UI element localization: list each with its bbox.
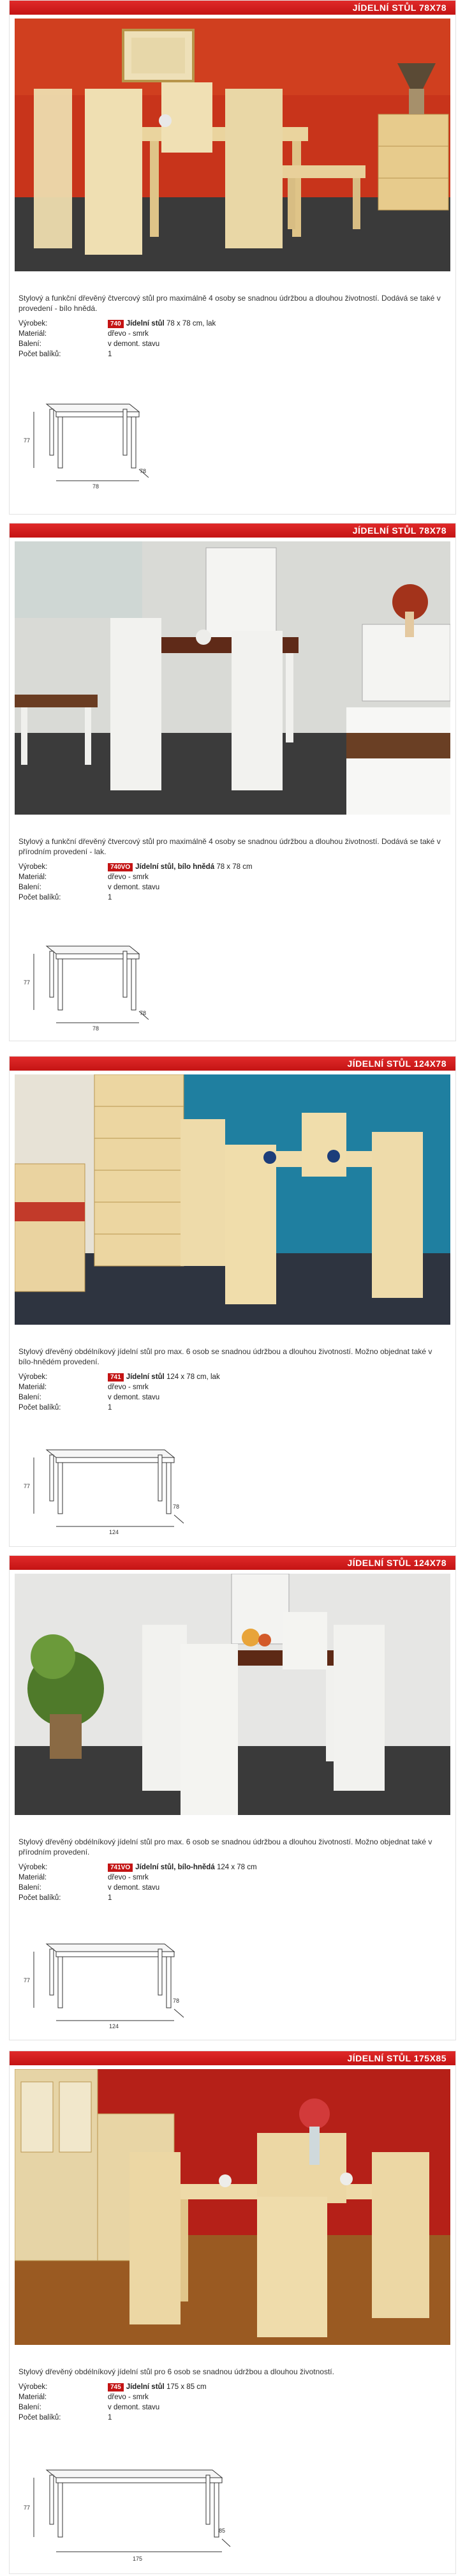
product-specs (18, 862, 447, 903)
product-title: JÍDELNÍ STŮL 175X85 (10, 2051, 455, 2065)
dim-height: 77 (24, 1977, 31, 1984)
product-card (9, 523, 456, 1041)
spec-value: dřevo - smrk (108, 1383, 149, 1391)
product-description: Stylový a funkční dřevěný čtvercový stůl pro maximálně 4 osoby se snadnou údržbou a dlouhou životností. Dodává se také v provedení - bílo hnědá. (18, 294, 441, 313)
product-code: 745 (108, 2383, 124, 2391)
product-photo (15, 1574, 450, 1815)
product-title: JÍDELNÍ STŮL 124X78 (10, 1057, 455, 1071)
spec-label: Výrobek: (18, 863, 48, 871)
spec-value: v demont. stavu (108, 340, 160, 348)
dim-width: 78 (92, 1025, 100, 1032)
product-specs (18, 319, 447, 359)
product-name: Jídelní stůl (126, 320, 165, 328)
product-description: Stylový dřevěný obdélníkový jídelní stůl pro max. 6 osob se snadnou údržbou a dlouhou životností. Možno objednat také v bílo-hnědém provedení. (18, 1347, 432, 1366)
product-detail: 78 x 78 cm, lak (166, 320, 216, 328)
product-detail: 124 x 78 cm, lak (166, 1373, 220, 1381)
dim-height: 77 (24, 2504, 31, 2511)
dim-width: 78 (92, 483, 100, 490)
dim-height: 77 (24, 979, 31, 986)
spec-value: v demont. stavu (108, 884, 160, 891)
dim-depth: 85 (219, 2527, 226, 2534)
dim-width: 124 (109, 2023, 119, 2030)
spec-label: Počet balíků: (18, 2414, 61, 2422)
dimension-drawing (21, 933, 149, 1042)
dim-width: 175 (133, 2556, 143, 2562)
spec-label: Balení: (18, 1884, 41, 1892)
product-card (9, 0, 456, 515)
spec-value: 1 (108, 2414, 112, 2422)
spec-value: v demont. stavu (108, 1394, 160, 1401)
product-name: Jídelní stůl, bílo hnědá (135, 863, 215, 871)
product-specs (18, 1372, 447, 1413)
product-title: JÍDELNÍ STŮL 124X78 (10, 1556, 455, 1570)
spec-label: Balení: (18, 884, 41, 891)
spec-value: v demont. stavu (108, 2404, 160, 2411)
product-name: Jídelní stůl (126, 2383, 165, 2391)
product-detail: 78 x 78 cm (216, 863, 253, 871)
spec-label: Materiál: (18, 1383, 47, 1391)
spec-label: Materiál: (18, 330, 47, 338)
product-card (9, 1555, 456, 2040)
product-name: Jídelní stůl (126, 1373, 165, 1381)
product-photo (15, 541, 450, 815)
spec-value: 1 (108, 350, 112, 358)
spec-value: dřevo - smrk (108, 2393, 149, 2401)
spec-label: Materiál: (18, 2393, 47, 2401)
spec-value: dřevo - smrk (108, 873, 149, 881)
spec-value: dřevo - smrk (108, 1874, 149, 1881)
dimension-drawing (21, 391, 149, 500)
spec-label: Počet balíků: (18, 1404, 61, 1412)
product-description: Stylový dřevěný obdélníkový jídelní stůl pro 6 osob se snadnou údržbou a dlouhou životností. (18, 2367, 334, 2376)
spec-value: v demont. stavu (108, 1884, 160, 1892)
product-detail: 175 x 85 cm (166, 2383, 207, 2391)
product-detail: 124 x 78 cm (216, 1864, 257, 1871)
spec-label: Výrobek: (18, 2383, 48, 2391)
spec-label: Balení: (18, 1394, 41, 1401)
dim-width: 124 (109, 1529, 119, 1535)
product-photo (15, 2069, 450, 2345)
dim-depth: 78 (140, 1010, 147, 1016)
product-photo (15, 19, 450, 271)
product-code: 741 (108, 1373, 124, 1382)
dim-height: 77 (24, 1483, 31, 1489)
spec-label: Počet balíků: (18, 894, 61, 901)
spec-label: Materiál: (18, 1874, 47, 1881)
dim-depth: 78 (140, 468, 147, 474)
dimension-drawing (21, 1931, 187, 2040)
product-specs (18, 2382, 447, 2423)
spec-label: Výrobek: (18, 320, 48, 328)
product-description: Stylový dřevěný obdélníkový jídelní stůl pro max. 6 osob se snadnou údržbou a dlouhou životností. Možno objednat také v přírodním provedení. (18, 1837, 432, 1857)
spec-label: Výrobek: (18, 1373, 48, 1381)
product-card (9, 1056, 456, 1547)
dim-depth: 78 (173, 1998, 180, 2004)
spec-label: Materiál: (18, 873, 47, 881)
spec-value: 1 (108, 894, 112, 901)
product-title: JÍDELNÍ STŮL 78X78 (10, 523, 455, 538)
spec-label: Balení: (18, 340, 41, 348)
product-code: 741VO (108, 1864, 133, 1872)
spec-value: 1 (108, 1404, 112, 1412)
dim-height: 77 (24, 437, 31, 444)
product-code: 740VO (108, 863, 133, 871)
spec-label: Výrobek: (18, 1864, 48, 1871)
spec-value: 1 (108, 1894, 112, 1902)
spec-label: Balení: (18, 2404, 41, 2411)
product-specs (18, 1862, 447, 1903)
product-photo (15, 1074, 450, 1325)
spec-label: Počet balíků: (18, 1894, 61, 1902)
dim-depth: 78 (173, 1503, 180, 1510)
dimension-drawing (21, 2457, 232, 2569)
spec-label: Počet balíků: (18, 350, 61, 358)
dimension-drawing (21, 1437, 187, 1546)
product-title: JÍDELNÍ STŮL 78X78 (10, 1, 455, 15)
product-name: Jídelní stůl, bílo-hnědá (135, 1864, 215, 1871)
product-card (9, 2051, 456, 2574)
product-description: Stylový a funkční dřevěný čtvercový stůl pro maximálně 4 osoby se snadnou údržbou a dlouhou životností. Dodává se také v přírodním provedení - lak. (18, 837, 441, 856)
spec-value: dřevo - smrk (108, 330, 149, 338)
product-code: 740 (108, 320, 124, 328)
